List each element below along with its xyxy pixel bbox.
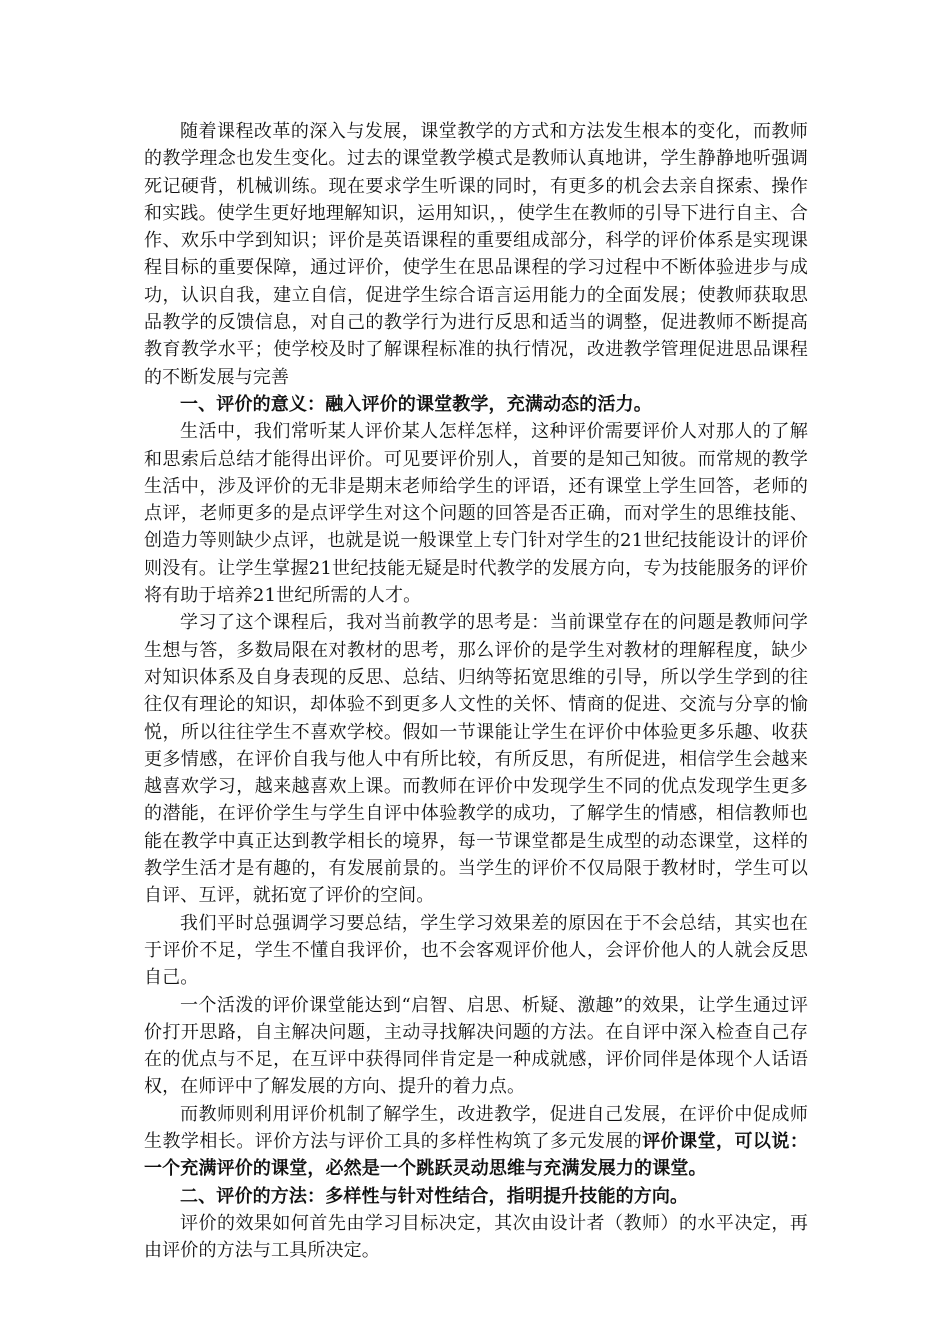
body-paragraph-5-bold-text: 评价课堂，可以说：一个充满评价的课堂，必然是一个跳跃灵动思维与充满发展力的课堂。 bbox=[144, 1130, 808, 1180]
body-paragraph-3: 我们平时总强调学习要总结，学生学习效果差的原因在于不会总结，其实也在于评价不足，学生不懂自我评价，也不会客观评价他人，会评价他人的人就会反思自己。 bbox=[144, 912, 808, 989]
intro-paragraph: 随着课程改革的深入与发展，课堂教学的方式和方法发生根本的变化，而教师的教学理念也发生变化。过去的课堂教学模式是教师认真地讲，学生静静地听强调死记硬背，机械训练。现在要求学生听课的同时，有更多的机会去亲自探索、操作和实践。使学生更好地理解知识，运用知识，，使学生在教师的引导下进行自主、合作、欢乐中学到知识；评价是英语课程的重要组成部分，科学的评价体系是实现课程目标的重要保障，通过评价，使学生在思品课程的学习过程中不断体验进步与成功，认识自我，建立自信，促进学生综合语言运用能力的全面发展；使教师获取思品教学的反馈信息，对自己的教学行为进行反思和适当的调整，促进教师不断提高教育教学水平；使学校及时了解课程标准的执行情况，改进教学管理促进思品课程的不断发展与完善 bbox=[144, 121, 808, 388]
section-heading-1: 一、评价的意义：融入评价的课堂教学，充满动态的活力。 bbox=[180, 393, 652, 415]
body-paragraph-2: 学习了这个课程后，我对当前教学的思考是：当前课堂存在的问题是教师问学生想与答，多数局限在对教材的思考，那么评价的是学生对教材的理解程度，缺少对知识体系及自身表现的反思、总结、归纳等拓宽思维的引导，所以学生学到的往往仅有理论的知识，却体验不到更多人文性的关怀、情商的促进、交流与分享的愉悦，所以往往学生不喜欢学校。假如一节课能让学生在评价中体验更多乐趣、收获更多情感，在评价自我与他人中有所比较，有所反思，有所促进，相信学生会越来越喜欢学习，越来越喜欢上课。而教师在评价中发现学生不同的优点发现学生更多的潜能，在评价学生与学生自评中体验教学的成功，了解学生的情感，相信教师也能在教学中真正达到教学相长的境界，每一节课堂都是生成型的动态课堂，这样的教学生活才是有趣的，有发展前景的。当学生的评价不仅局限于教材时，学生可以自评、互评，就拓宽了评价的空间。 bbox=[144, 612, 808, 907]
body-paragraph-5-text: 而教师则利用评价机制了解学生，改进教学，促进自己发展，在评价中促成师生教学相长。评价方法与评价工具的多样性构筑了多元发展的 bbox=[144, 1103, 808, 1152]
body-paragraph-5 bbox=[144, 1101, 808, 1183]
document-body bbox=[144, 118, 808, 1264]
body-paragraph-6: 评价的效果如何首先由学习目标决定，其次由设计者（教师）的水平决定，再由评价的方法与工具所决定。 bbox=[144, 1212, 808, 1262]
body-paragraph-1: 生活中，我们常听某人评价某人怎样怎样，这种评价需要评价人对那人的了解和思索后总结才能得出评价。可见要评价别人，首要的是知己知彼。而常规的教学生活中，涉及评价的无非是期末老师给学生的评语，还有课堂上学生回答，老师的点评，老师更多的是点评学生对这个问题的回答是否正确，而对学生的思维技能、创造力等则缺少点评，也就是说一般课堂上专门针对学生的21世纪技能设计的评价则没有。让学生掌握21世纪技能无疑是时代教学的发展方向，专为技能服务的评价将有助于培养21世纪所需的人才。 bbox=[144, 421, 808, 607]
section-heading-2: 二、评价的方法：多样性与针对性结合，指明提升技能的方向。 bbox=[180, 1185, 689, 1207]
body-paragraph-4: 一个活泼的评价课堂能达到“启智、启思、析疑、激趣”的效果，让学生通过评价打开思路，自主解决问题，主动寻找解决问题的方法。在自评中深入检查自己存在的优点与不足，在互评中获得同伴肯定是一种成就感，评价同伴是体现个人话语权，在师评中了解发展的方向、提升的着力点。 bbox=[144, 994, 808, 1098]
